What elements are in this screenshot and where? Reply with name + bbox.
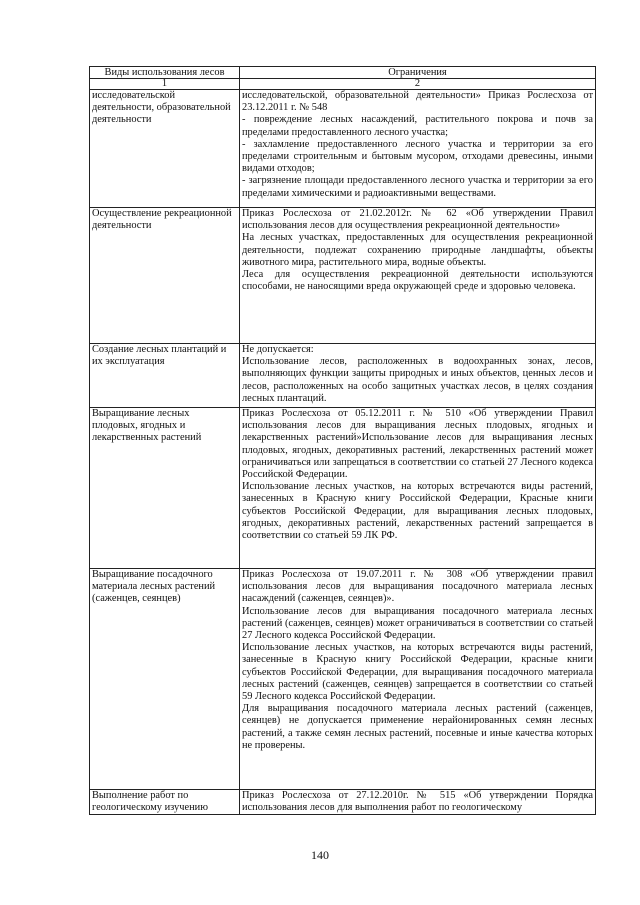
table-row: [90, 408, 596, 569]
restrictions-cell: [240, 408, 596, 569]
restriction-text: Не допускается:: [242, 344, 314, 355]
restriction-text: - повреждение лесных насаждений, растительного покрова и почв за пределами предоставленного лесного участка;: [242, 114, 593, 138]
column-number-row: [90, 79, 596, 90]
use-cell: Создание лесных плантаций и их эксплуатация: [90, 344, 240, 408]
restriction-text: Использование лесов для выращивания посадочного материала лесных растений (саженцев, сеянцев) может ограничиваться в соответствии со статьей 27 Лесного кодекса Российской Федерации.: [242, 605, 593, 642]
use-cell: исследовательской деятельности, образовательной деятельности: [90, 90, 240, 208]
table-row: [90, 569, 596, 790]
page-number: 140: [311, 848, 329, 862]
restriction-text: Для выращивания посадочного материала лесных растений (саженцев, сеянцев) не допускается применение нерайонированных семян лесных растений, а также семян лесных растений, посевные и иные качества которых не проверены.: [242, 703, 593, 751]
restriction-text: На лесных участках, предоставленных для осуществления рекреационной деятельности, подлежат сохранению природные ландшафты, объекты животного мира, растительного мира, водные объекты.: [242, 232, 593, 268]
restrictions-cell: [240, 790, 596, 815]
column-number-1: 1: [90, 79, 240, 90]
forest-use-restrictions-table: [89, 66, 596, 815]
restrictions-cell: [240, 208, 596, 344]
use-cell: Выращивание посадочного материала лесных растений (саженцев, сеянцев): [90, 569, 240, 790]
use-cell: Выращивание лесных плодовых, ягодных и лекарственных растений: [90, 408, 240, 569]
restriction-text: Использование лесных участков, на которых встречаются виды растений, занесенных в Красную книгу Российской Федерации, Красные книги субъектов Российской Федерации, для выращивания лесных плодовых, ягодных, декоративных растений, лекарственных растений запрещается в соответствии со статьей 59 ЛК РФ.: [242, 481, 593, 542]
table-row: [90, 90, 596, 208]
header-restrictions: Ограничения: [240, 67, 596, 79]
restriction-text: Приказ Рослесхоза от 21.02.2012г. № 62 «Об утверждении Правил использования лесов для осуществления рекреационной деятельности»: [242, 208, 593, 232]
restrictions-cell: [240, 90, 596, 208]
use-cell: Выполнение работ по геологическому изучению: [90, 790, 240, 815]
header-use-types: Виды использования лесов: [90, 67, 240, 79]
restrictions-cell: [240, 569, 596, 790]
restriction-text: - захламление предоставленного лесного участка и территории за его пределами строительным и бытовым мусором, отходами древесины, иными видами отходов;: [242, 138, 593, 175]
restriction-text: Использование лесов, расположенных в водоохранных зонах, лесов, выполняющих функции защиты природных и иных объектов, ценных лесов и лесов, расположенных на особо защитных участках лесов, в целях создания лесных плантаций.: [242, 356, 593, 404]
restrictions-cell: [240, 344, 596, 408]
restriction-text: - загрязнение площади предоставленного лесного участка и территории за его пределами химическими и радиоактивными веществами.: [242, 175, 593, 199]
table-row: [90, 344, 596, 408]
restriction-text: Приказ Рослесхоза от 27.12.2010г. № 515 «Об утверждении Порядка использования лесов для выполнения работ по геологическому: [242, 790, 593, 814]
restriction-text: Леса для осуществления рекреационной деятельности используются способами, не наносящими вреда окружающей среде и здоровью человека.: [242, 269, 593, 293]
table-row: [90, 208, 596, 344]
restriction-text: Использование лесных участков, на которых встречаются виды растений, занесенные в Красную книгу Российской Федерации, красные книги субъектов Российской Федерации, для выращивания посадочного материала лесных растений (саженцев, сеянцев) запрещается в соответствии со статьей 59 Лесного кодекса Российской Федерации.: [242, 642, 593, 703]
table-row: [90, 790, 596, 815]
column-number-2: 2: [240, 79, 596, 90]
restriction-text: Приказ Рослесхоза от 05.12.2011 г. № 510 «Об утверждении Правил использования лесов для выращивания лесных плодовых, ягодных и лекарственных растений»Использование лесов для выращивания лесных плодовых, ягодных, декоративных растений, лекарственных растений может ограничиваться или запрещаться в соответствии со статьей 27 Лесного кодекса Российской Федерации.: [242, 408, 593, 481]
restriction-text: исследовательской, образовательной деятельности» Приказ Рослесхоза от 23.12.2011 г. № 548: [242, 90, 593, 114]
use-cell: Осуществление рекреационной деятельности: [90, 208, 240, 344]
restriction-text: Приказ Рослесхоза от 19.07.2011 г. № 308 «Об утверждении правил использования лесов для выращивания посадочного материала лесных насаждений (саженцев, сеянцев)».: [242, 569, 593, 605]
table-header-row: [90, 67, 596, 79]
